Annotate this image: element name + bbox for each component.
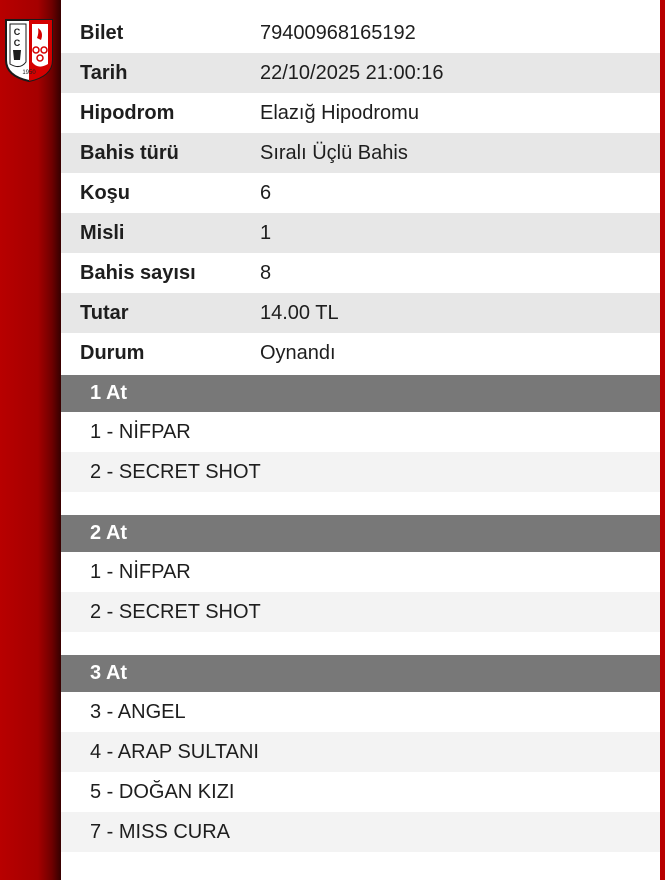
- info-label: Koşu: [80, 181, 130, 204]
- info-row-hipodrom: [61, 93, 660, 133]
- info-value: 14.00 TL: [260, 301, 339, 324]
- horse-row: [61, 772, 660, 812]
- info-row-bahis-sayisi: [61, 253, 660, 293]
- info-value: 79400968165192: [260, 21, 416, 44]
- info-value: 8: [260, 261, 272, 284]
- horse-name: 2 - SECRET SHOT: [90, 460, 261, 483]
- horse-row: [61, 452, 660, 492]
- horse-row: [61, 812, 660, 852]
- info-label: Hipodrom: [80, 101, 175, 124]
- info-label: Tutar: [80, 301, 129, 324]
- horse-name: 3 - ANGEL: [90, 700, 186, 723]
- group-header-3: [61, 655, 660, 692]
- group-title: 3 At: [90, 662, 128, 684]
- info-label: Bahis sayısı: [80, 261, 196, 284]
- info-value: 6: [260, 181, 272, 204]
- info-row-tarih: [61, 53, 660, 93]
- info-row-bahis-turu: [61, 133, 660, 173]
- info-value: 1: [260, 221, 272, 244]
- horse-name: 4 - ARAP SULTANI: [90, 740, 259, 763]
- svg-text:C: C: [13, 27, 21, 37]
- info-row-kosu: [61, 173, 660, 213]
- info-label: Tarih: [80, 61, 128, 84]
- info-value: 22/10/2025 21:00:16: [260, 61, 444, 84]
- logo-year: 1950: [22, 70, 36, 76]
- group-title: 1 At: [90, 382, 128, 404]
- group-header-2: [61, 515, 660, 552]
- horse-name: 7 - MISS CURA: [90, 820, 231, 843]
- side-bar: [0, 0, 61, 880]
- horse-name: 5 - DOĞAN KIZI: [90, 780, 235, 803]
- info-label: Misli: [80, 221, 125, 244]
- horse-row: [61, 552, 660, 592]
- svg-text:C: C: [13, 38, 21, 48]
- info-value: Elazığ Hipodromu: [260, 101, 419, 124]
- horse-row: [61, 732, 660, 772]
- info-label: Durum: [80, 341, 145, 364]
- info-label: Bilet: [80, 21, 124, 44]
- horse-name: 1 - NİFPAR: [90, 420, 191, 443]
- info-row-misli: [61, 213, 660, 253]
- ticket-detail: [61, 0, 660, 880]
- group-title: 2 At: [90, 522, 128, 544]
- info-value: Oynandı: [260, 341, 336, 364]
- horse-name: 1 - NİFPAR: [90, 560, 191, 583]
- group-header-1: [61, 375, 660, 412]
- horse-row: [61, 412, 660, 452]
- info-label: Bahis türü: [80, 141, 179, 164]
- info-value: Sıralı Üçlü Bahis: [260, 141, 408, 164]
- right-edge-bar: [660, 0, 665, 880]
- horse-row: [61, 692, 660, 732]
- info-row-durum: [61, 333, 660, 373]
- info-row-bilet: [61, 13, 660, 53]
- horse-name: 2 - SECRET SHOT: [90, 600, 261, 623]
- info-row-tutar: [61, 293, 660, 333]
- horse-row: [61, 592, 660, 632]
- club-crest-logo: [4, 18, 54, 82]
